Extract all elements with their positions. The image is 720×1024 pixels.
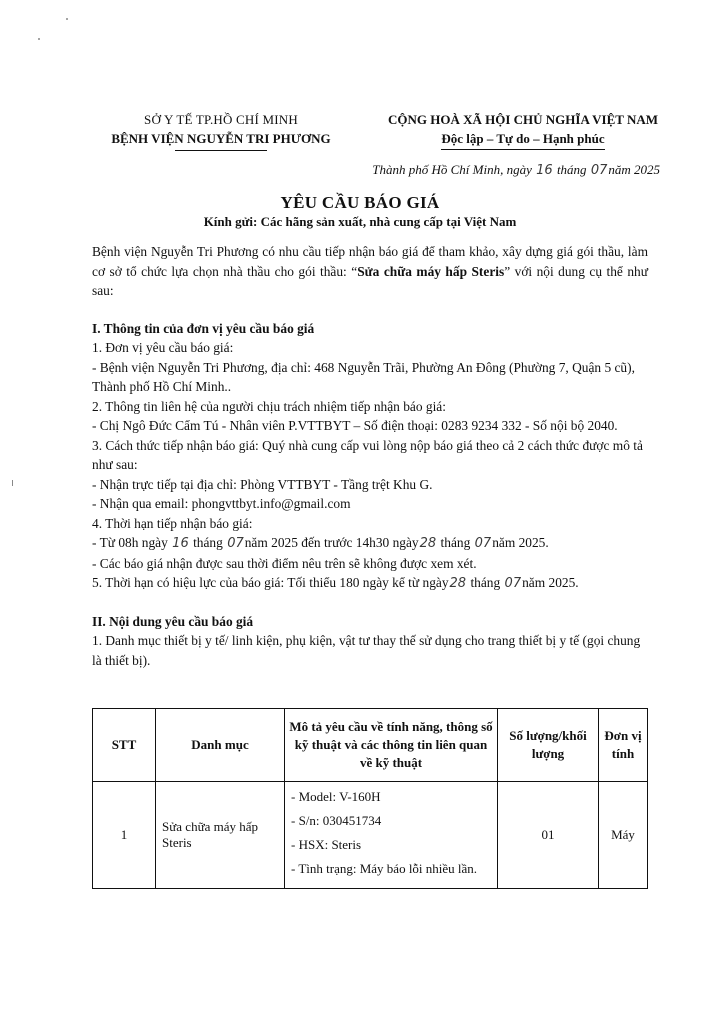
table-header-row — [93, 709, 648, 782]
period-text: tháng — [440, 535, 471, 550]
table-row — [93, 782, 648, 889]
desc-serial: - S/n: 030451734 — [291, 813, 382, 828]
period-text: năm 2025 đến trước 14h30 ngày — [244, 535, 419, 550]
document-date — [360, 162, 660, 178]
header-stt: STT — [93, 709, 156, 782]
period-end-month-handwritten: 07 — [474, 536, 492, 551]
date-suffix: năm 2025 — [608, 162, 660, 177]
document-title: YÊU CẦU BÁO GIÁ — [280, 193, 440, 212]
section1-item2: 2. Thông tin liên hệ của người chịu trách nhiệm tiếp nhận báo giá: — [92, 398, 446, 414]
validity-day-handwritten: 28 — [449, 576, 467, 591]
section2-item1: 1. Danh mục thiết bị y tế/ linh kiện, phụ kiện, vật tư thay thế sử dụng cho trang thiết bị y tế (gọi chung là thiết bị). — [92, 633, 641, 668]
national-header — [368, 110, 678, 150]
section1-heading: I. Thông tin của đơn vị yêu cầu báo giá — [92, 320, 315, 336]
section1-item3-direct: - Nhận trực tiếp tại địa chỉ: Phòng VTTBYT - Tầng trệt Khu G. — [92, 476, 433, 492]
header-quantity: Số lượng/khối lượng — [498, 709, 599, 782]
package-name: Sửa chữa máy hấp Steris — [357, 263, 505, 279]
period-start-month-handwritten: 07 — [227, 536, 244, 551]
desc-manufacturer: - HSX: Steris — [291, 837, 362, 852]
date-month-handwritten: 07 — [590, 163, 608, 178]
document-addressee: Kính gửi: Các hãng sản xuất, nhà cung cấp tại Việt Nam — [203, 214, 517, 229]
document-body — [92, 242, 648, 670]
cell-description — [285, 782, 498, 889]
period-text: năm 2025. — [492, 535, 549, 550]
header-description: Mô tả yêu cầu về tính năng, thông số kỹ thuật và các thông tin liên quan về kỹ thuật — [285, 709, 498, 782]
scan-speck — [38, 38, 40, 40]
section1-item5 — [92, 573, 648, 594]
issuer-underline — [175, 150, 267, 151]
date-prefix: Thành phố Hồ Chí Minh, ngày — [372, 162, 532, 177]
date-month-label: tháng — [556, 162, 587, 177]
section1-item3-email: - Nhận qua email: phongvttbyt.info@gmail.com — [92, 496, 351, 511]
section1-item4: 4. Thời hạn tiếp nhận báo giá: — [92, 515, 253, 531]
section1-item4-late: - Các báo giá nhận được sau thời điểm nêu trên sẽ không được xem xét. — [92, 555, 477, 571]
desc-status: - Tình trạng: Máy báo lỗi nhiều lần. — [291, 861, 478, 876]
date-day-handwritten: 16 — [536, 163, 553, 178]
scan-speck — [66, 18, 68, 20]
section1-item3: 3. Cách thức tiếp nhận báo giá: Quý nhà cung cấp vui lòng nộp báo giá theo cả 2 cách thức được mô tả như sau: — [92, 437, 643, 472]
validity-text: tháng — [470, 575, 501, 590]
period-text: - Từ 08h ngày — [92, 535, 168, 550]
section1-item2-contact: - Chị Ngô Đức Cẩm Tú - Nhân viên P.VTTBYT – Số điện thoại: 0283 9234 332 - Số nội bộ 2040. — [92, 418, 618, 433]
intro-paragraph — [92, 242, 648, 301]
header-unit: Đơn vị tính — [599, 709, 648, 782]
period-text: tháng — [193, 535, 223, 550]
period-start-day-handwritten: 16 — [172, 536, 189, 551]
header-item: Danh mục — [156, 709, 285, 782]
cell-stt: 1 — [93, 782, 156, 889]
period-end-day-handwritten: 28 — [419, 536, 437, 551]
section2-heading: II. Nội dung yêu cầu báo giá — [92, 613, 254, 629]
desc-model: - Model: V-160H — [291, 789, 381, 804]
scan-speck — [12, 480, 13, 486]
national-title: CỘNG HOÀ XÃ HỘI CHỦ NGHĨA VIỆT NAM — [387, 112, 659, 127]
intro-end: ” với nội dung cụ thể như sau: — [92, 263, 648, 298]
cell-item: Sửa chữa máy hấp Steris — [156, 782, 285, 889]
issuer-block — [86, 110, 356, 151]
section1-item4-period — [92, 533, 648, 554]
validity-text: 5. Thời hạn có hiệu lực của báo giá: Tối thiểu 180 ngày kể từ ngày — [92, 575, 449, 590]
intro-text: Bệnh viện Nguyễn Tri Phương có nhu cầu tiếp nhận báo giá để tham khảo, xây dựng giá gói thầu, làm cơ sở tổ chức lựa chọn nhà thầu cho gói thầu: “ — [92, 244, 648, 279]
issuer-hospital: BỆNH VIỆN NGUYỄN TRI PHƯƠNG — [111, 131, 331, 146]
equipment-table — [92, 708, 648, 889]
section1-item1: 1. Đơn vị yêu cầu báo giá: — [92, 340, 234, 355]
cell-quantity: 01 — [498, 782, 599, 889]
validity-text: năm 2025. — [522, 575, 579, 590]
validity-month-handwritten: 07 — [504, 576, 522, 591]
section1-item1-address: - Bệnh viện Nguyễn Tri Phương, địa chỉ: 468 Nguyễn Trãi, Phường An Đông (Phường 7, Quận 5 cũ), Thành phố Hồ Chí Minh.. — [92, 359, 635, 394]
issuer-department: SỞ Y TẾ TP.HỒ CHÍ MINH — [144, 112, 298, 127]
cell-unit: Máy — [599, 782, 648, 889]
national-motto: Độc lập – Tự do – Hạnh phúc — [441, 129, 604, 150]
